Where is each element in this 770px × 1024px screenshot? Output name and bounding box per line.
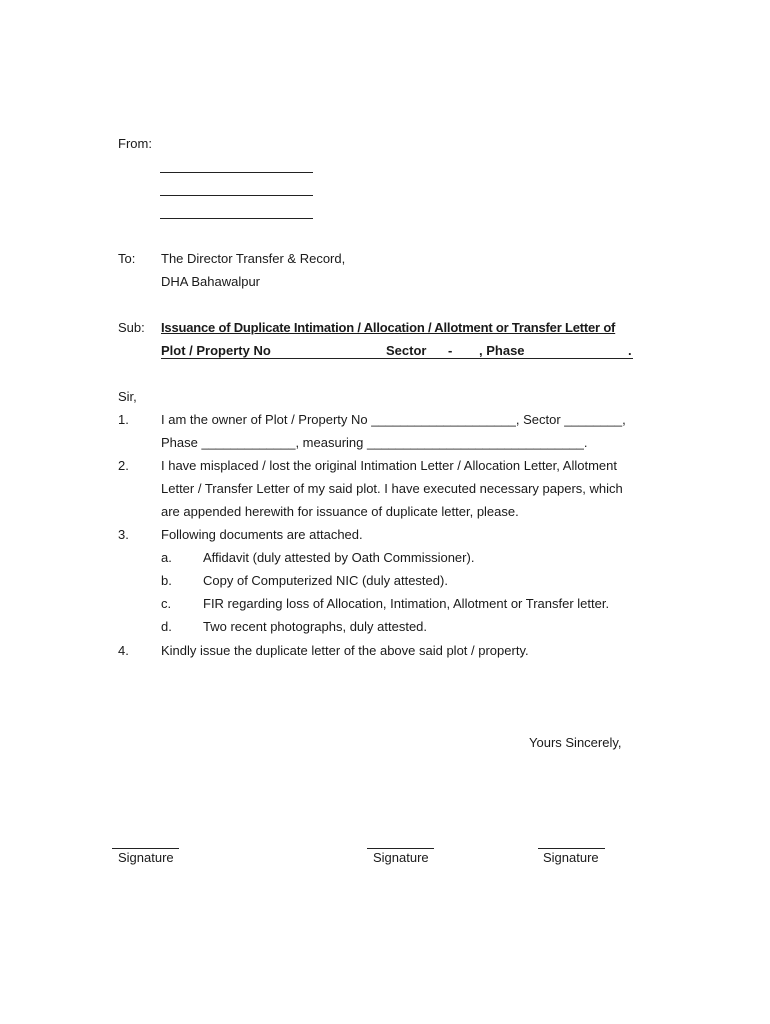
subject-period: .: [628, 343, 632, 358]
signature-line-3: [538, 848, 605, 849]
point-4-line-1: Kindly issue the duplicate letter of the above said plot / property.: [161, 643, 529, 658]
to-recipient: The Director Transfer & Record,: [161, 251, 346, 266]
point-2-line-3: are appended herewith for issuance of duplicate letter, please.: [161, 504, 519, 519]
salutation: Sir,: [118, 389, 137, 404]
from-line-3: [160, 218, 313, 219]
point-3-line-1: Following documents are attached.: [161, 527, 363, 542]
signature-label-2: Signature: [373, 850, 429, 865]
from-line-2: [160, 195, 313, 196]
from-line-1: [160, 172, 313, 173]
attachment-d-letter: d.: [161, 619, 172, 634]
subject-phase-label: , Phase: [479, 343, 525, 358]
attachment-d-text: Two recent photographs, duly attested.: [203, 619, 428, 634]
subject-underline: [161, 358, 633, 359]
attachment-a-letter: a.: [161, 550, 172, 565]
point-1-line-2: Phase _____________, measuring ______________________________.: [161, 435, 588, 450]
point-2-line-1: I have misplaced / lost the original Intimation Letter / Allocation Letter, Allotment: [161, 458, 617, 473]
subject-dash: -: [448, 343, 453, 358]
point-2-number: 2.: [118, 458, 129, 473]
attachment-b-letter: b.: [161, 573, 172, 588]
signature-line-1: [112, 848, 179, 849]
subject-plot-label: Plot / Property No: [161, 343, 271, 358]
attachment-b-text: Copy of Computerized NIC (duly attested).: [203, 573, 448, 588]
subject-sector-label: Sector: [386, 343, 427, 358]
attachment-c-letter: c.: [161, 596, 172, 611]
point-1-number: 1.: [118, 412, 129, 427]
point-4-number: 4.: [118, 643, 129, 658]
attachment-c-text: FIR regarding loss of Allocation, Intimation, Allotment or Transfer letter.: [203, 596, 610, 611]
point-3-number: 3.: [118, 527, 129, 542]
point-1-line-1: I am the owner of Plot / Property No ____________________, Sector ________,: [161, 412, 626, 427]
signature-label-3: Signature: [543, 850, 599, 865]
to-label: To:: [118, 251, 136, 266]
to-organization: DHA Bahawalpur: [161, 274, 260, 289]
subject-line-1: Issuance of Duplicate Intimation / Allocation / Allotment or Transfer Letter of: [161, 320, 616, 335]
closing: Yours Sincerely,: [529, 735, 622, 750]
signature-label-1: Signature: [118, 850, 174, 865]
point-2-line-2: Letter / Transfer Letter of my said plot. I have executed necessary papers, which: [161, 481, 623, 496]
subject-label: Sub:: [118, 320, 145, 335]
signature-line-2: [367, 848, 434, 849]
attachment-a-text: Affidavit (duly attested by Oath Commissioner).: [203, 550, 475, 565]
subject-line-2: [161, 343, 633, 359]
from-label: From:: [118, 136, 152, 151]
